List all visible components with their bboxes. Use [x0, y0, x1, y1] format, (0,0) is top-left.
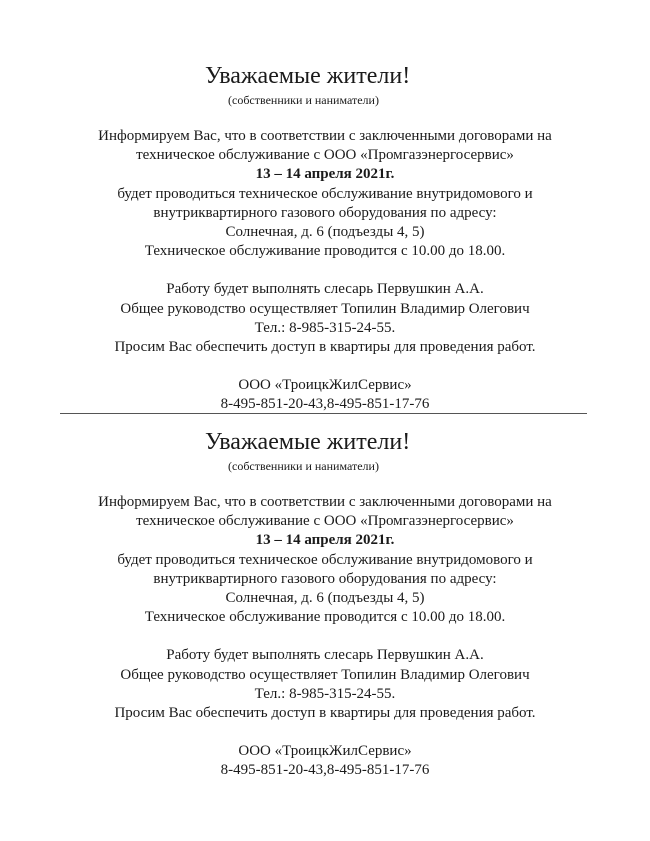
- access-request: Просим Вас обеспечить доступ в квартиры для проведения работ.: [114, 339, 536, 356]
- organization-phones: 8-495-851-20-43,8-495-851-17-76: [220, 762, 430, 779]
- service-address: Солнечная, д. 6 (подъезды 4, 5): [225, 590, 425, 607]
- spacer: [0, 627, 650, 646]
- work-line-1: будет проводиться техническое обслуживание внутридомового и: [117, 551, 533, 568]
- organization-name: ООО «ТроицкЖилСервис»: [238, 743, 412, 760]
- manager-line: Общее руководство осуществляет Топилин Владимир Олегович: [120, 300, 530, 317]
- service-hours: Техническое обслуживание проводится с 10.00 до 18.00.: [144, 243, 506, 260]
- service-dates: 13 – 14 апреля 2021г.: [255, 532, 395, 549]
- service-address: Солнечная, д. 6 (подъезды 4, 5): [225, 224, 425, 241]
- service-dates: 13 – 14 апреля 2021г.: [255, 166, 395, 183]
- spacer: [0, 261, 650, 280]
- spacer: [0, 357, 650, 376]
- notice-title: Уважаемые жители!: [205, 429, 411, 455]
- work-line-2: внутриквартирного газового оборудования по адресу:: [153, 570, 497, 587]
- intro-line-1: Информируем Вас, что в соответствии с заключенными договорами на: [98, 494, 552, 510]
- spacer: [0, 723, 650, 742]
- work-line-1: будет проводиться техническое обслуживание внутридомового и: [117, 185, 533, 202]
- notice-subtitle: (собственники и наниматели): [228, 93, 379, 107]
- manager-line: Общее руководство осуществляет Топилин Владимир Олегович: [120, 666, 530, 683]
- notice-body: [0, 493, 650, 781]
- service-hours: Техническое обслуживание проводится с 10.00 до 18.00.: [144, 609, 506, 626]
- notice-subtitle: (собственники и наниматели): [228, 459, 379, 473]
- contact-phone: Тел.: 8-985-315-24-55.: [254, 685, 396, 702]
- cut-line-divider: [60, 413, 587, 414]
- work-line-2: внутриквартирного газового оборудования по адресу:: [153, 204, 497, 221]
- access-request: Просим Вас обеспечить доступ в квартиры для проведения работ.: [114, 705, 536, 722]
- contact-phone: Тел.: 8-985-315-24-55.: [254, 319, 396, 336]
- intro-line-2: техническое обслуживание с ООО «Промгазэнергосервис»: [136, 147, 514, 164]
- notice-title: Уважаемые жители!: [205, 63, 411, 89]
- organization-name: ООО «ТроицкЖилСервис»: [238, 377, 412, 394]
- worker-line: Работу будет выполнять слесарь Первушкин А.А.: [166, 647, 484, 664]
- intro-line-2: техническое обслуживание с ООО «Промгазэнергосервис»: [136, 513, 514, 530]
- notice-body: [0, 127, 650, 415]
- organization-phones: 8-495-851-20-43,8-495-851-17-76: [220, 396, 430, 413]
- intro-line-1: Информируем Вас, что в соответствии с заключенными договорами на: [98, 128, 552, 144]
- worker-line: Работу будет выполнять слесарь Первушкин А.А.: [166, 281, 484, 298]
